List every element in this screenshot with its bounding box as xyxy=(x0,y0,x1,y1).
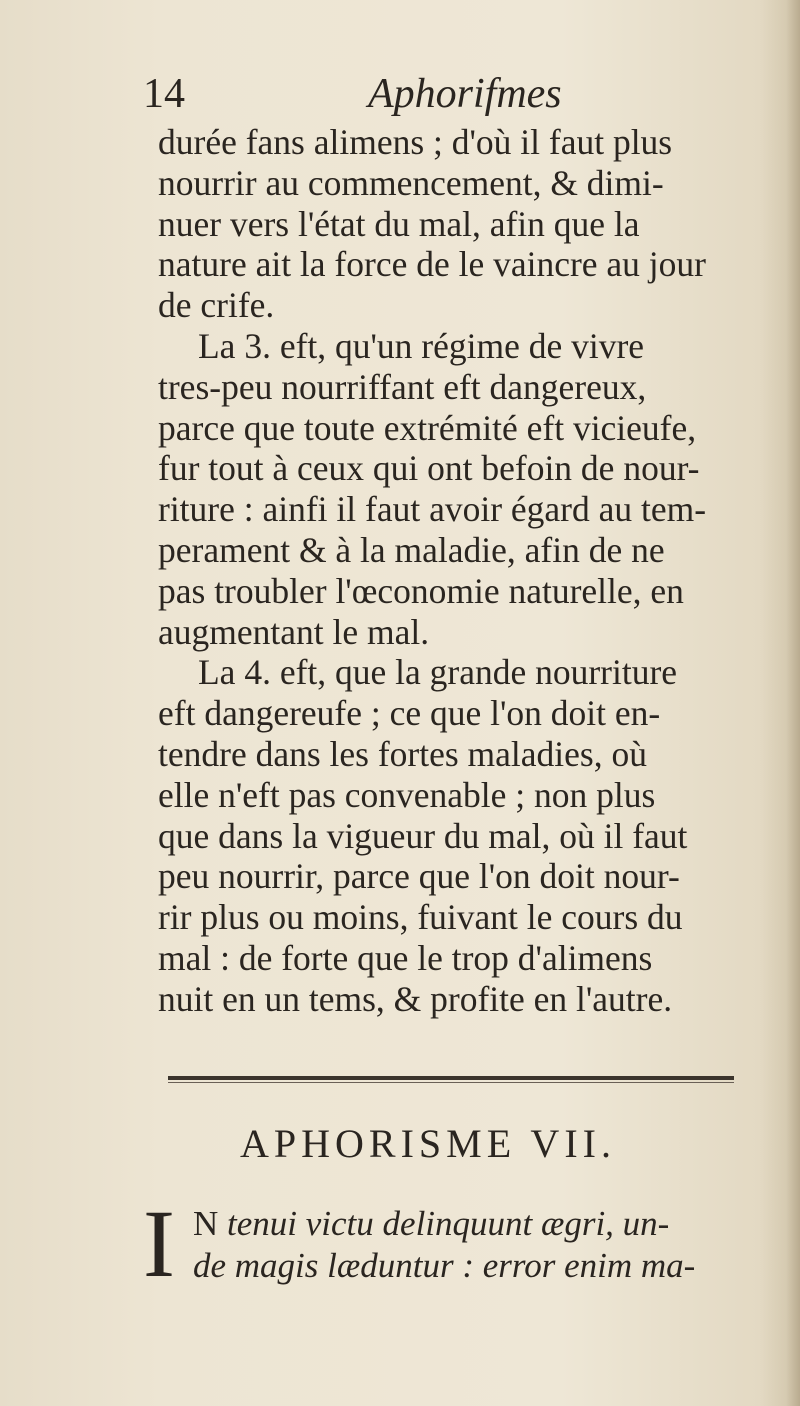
text-line: nourrir au commencement, & dimi- xyxy=(158,162,664,203)
text-line: de crife. xyxy=(158,285,275,326)
section-rule xyxy=(168,1076,734,1080)
text-line: mal : de forte que le trop d'alimens xyxy=(158,937,653,978)
running-title: Aphorifmes xyxy=(368,71,562,117)
text-line: tres-peu nourriffant eft dangereux, xyxy=(158,366,647,407)
latin-line-1-text: tenui victu delinquunt ægri, un- xyxy=(227,1204,670,1243)
latin-line-1 xyxy=(193,1204,669,1244)
page-number: 14 xyxy=(143,71,185,117)
text-line: rir plus ou moins, fuivant le cours du xyxy=(158,897,683,938)
latin-initial-rest: N xyxy=(193,1204,219,1243)
page-header xyxy=(143,70,763,130)
text-line: peu nourrir, parce que l'on doit nour- xyxy=(158,856,680,897)
text-line: augmentant le mal. xyxy=(158,611,430,652)
text-line: parce que toute extrémité eft vicieufe, xyxy=(158,407,697,448)
latin-line-2: de magis læduntur : error enim ma- xyxy=(193,1246,696,1285)
page-edge-shadow xyxy=(786,0,800,1406)
text-line: durée fans alimens ; d'où il faut plus xyxy=(158,122,673,162)
text-line: nuer vers l'état du mal, afin que la xyxy=(158,203,640,244)
text-line: riture : ainfi il faut avoir égard au tem- xyxy=(158,489,707,530)
drop-cap: I xyxy=(143,1190,175,1297)
section-heading: APHORISME VII. xyxy=(240,1121,616,1166)
text-line: La 4. eft, que la grande nourriture xyxy=(198,652,678,693)
text-line: perament & à la maladie, afin de ne xyxy=(158,529,665,570)
text-line: pas troubler l'œconomie naturelle, en xyxy=(158,570,684,611)
text-line: tendre dans les fortes maladies, où xyxy=(158,733,647,774)
text-line: elle n'eft pas convenable ; non plus xyxy=(158,774,656,815)
latin-aphorism xyxy=(143,1190,763,1300)
text-line: nuit en un tems, & profite en l'autre. xyxy=(158,978,673,1019)
text-line: La 3. eft, qu'un régime de vivre xyxy=(198,325,645,366)
text-line: fur tout à ceux qui ont befoin de nour- xyxy=(158,448,700,489)
text-line: que dans la vigueur du mal, où il faut xyxy=(158,815,688,856)
section-rule-thin xyxy=(168,1082,734,1083)
text-line: nature ait la force de le vaincre au jour xyxy=(158,244,706,285)
text-line: eft dangereufe ; ce que l'on doit en- xyxy=(158,693,661,734)
body-text xyxy=(158,122,754,1020)
